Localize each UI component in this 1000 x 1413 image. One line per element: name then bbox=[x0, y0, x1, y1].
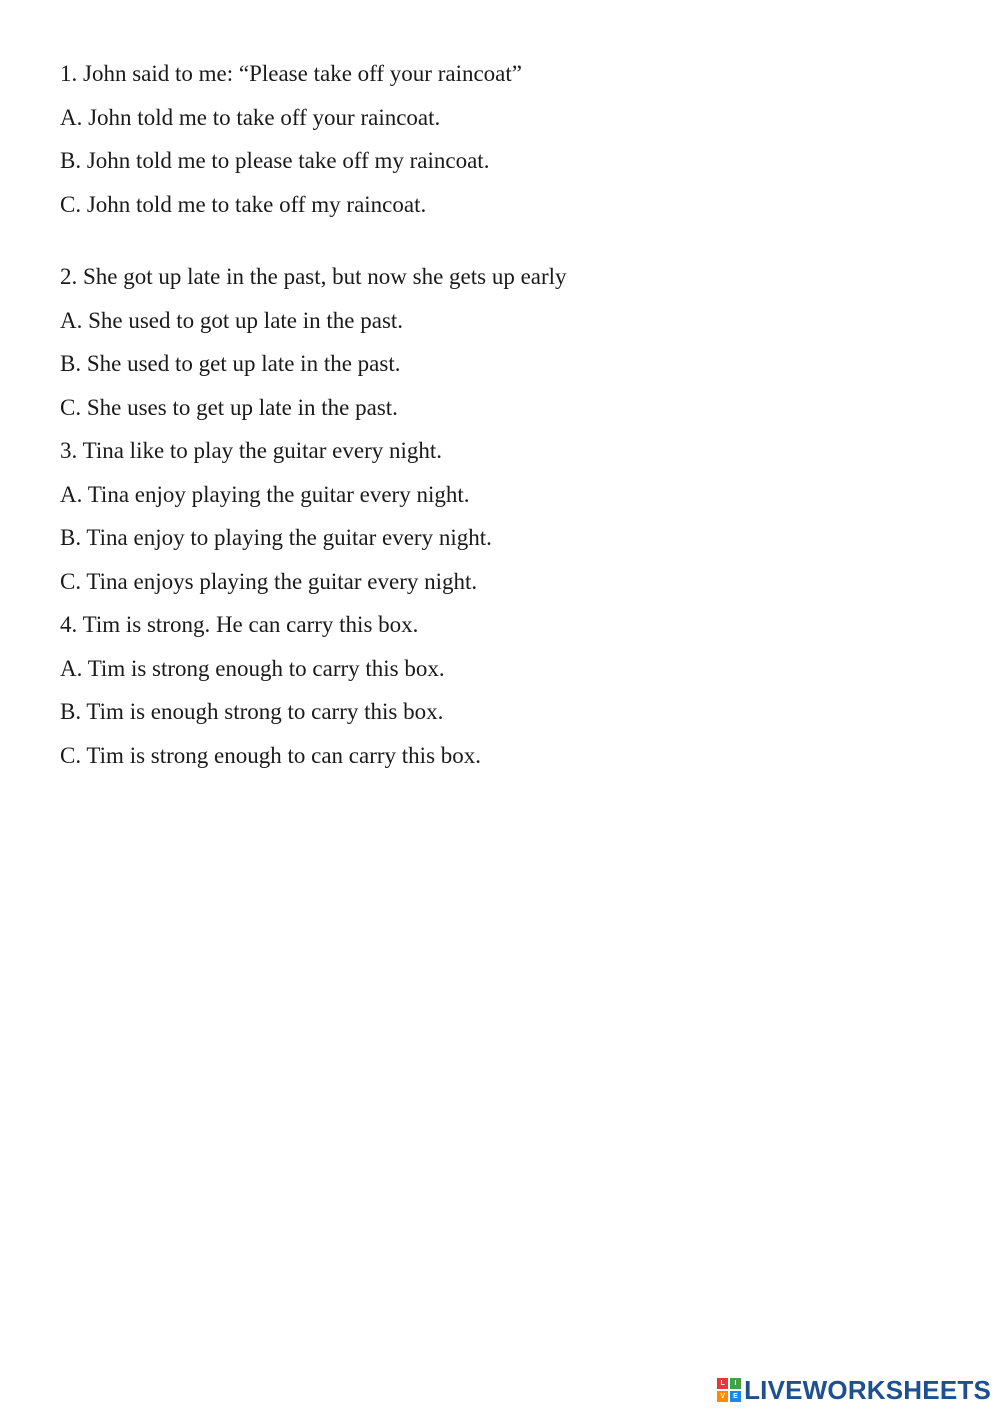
answer-option-c: C. John told me to take off my raincoat. bbox=[60, 191, 427, 217]
logo-letter: I bbox=[730, 1378, 741, 1389]
answer-option-a: A. John told me to take off your raincoat. bbox=[60, 104, 441, 130]
question-2 bbox=[60, 261, 940, 424]
question-3 bbox=[60, 435, 940, 598]
question-prompt: 3. Tina like to play the guitar every night. bbox=[60, 438, 443, 463]
answer-option-a: A. She used to got up late in the past. bbox=[60, 307, 404, 333]
question-prompt: 4. Tim is strong. He can carry this box. bbox=[60, 612, 419, 637]
answer-option-c: C. Tina enjoys playing the guitar every night. bbox=[60, 568, 478, 594]
question-prompt: 1. John said to me: “Please take off your raincoat” bbox=[60, 61, 522, 86]
answer-option-a: A. Tina enjoy playing the guitar every night. bbox=[60, 481, 470, 507]
question-prompt: 2. She got up late in the past, but now she gets up early bbox=[60, 264, 567, 289]
answer-option-a: A. Tim is strong enough to carry this box. bbox=[60, 655, 445, 681]
answer-option-c: C. She uses to get up late in the past. bbox=[60, 394, 398, 420]
spacer bbox=[60, 232, 940, 261]
answer-option-b: B. She used to get up late in the past. bbox=[60, 351, 401, 376]
answer-option-c: C. Tim is strong enough to can carry this box. bbox=[60, 742, 482, 768]
brand-name: LIVEWORKSHEETS bbox=[744, 1375, 991, 1405]
logo-letter: L bbox=[717, 1378, 728, 1389]
logo-letter: E bbox=[730, 1391, 741, 1402]
liveworksheets-branding bbox=[717, 1372, 991, 1408]
answer-option-b: B. John told me to please take off my raincoat. bbox=[60, 148, 490, 173]
answer-option-b: B. Tim is enough strong to carry this box. bbox=[60, 699, 444, 724]
liveworksheets-logo-icon bbox=[717, 1378, 741, 1402]
answer-option-b: B. Tina enjoy to playing the guitar every night. bbox=[60, 525, 492, 550]
question-4 bbox=[60, 609, 940, 772]
question-1 bbox=[60, 58, 940, 221]
logo-letter: V bbox=[717, 1391, 728, 1402]
worksheet bbox=[60, 58, 940, 783]
